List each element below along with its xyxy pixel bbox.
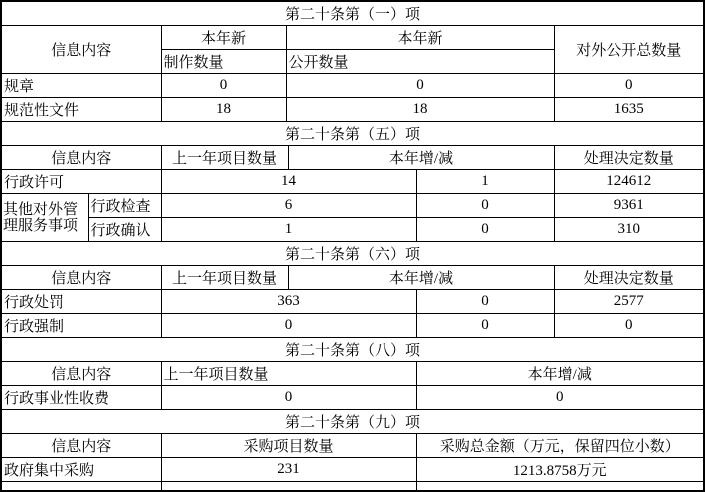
header-info-content: 信息内容 — [1, 362, 161, 386]
header-new-this-year-published: 本年新 — [286, 26, 554, 50]
section-eight-header-row — [1, 362, 704, 386]
section-five-title: 第二十条第（五）项 — [1, 122, 704, 146]
header-public-total: 对外公开总数量 — [554, 26, 704, 74]
table-row — [1, 314, 704, 338]
cell-value: 0 — [161, 74, 286, 98]
section-nine-title-row — [1, 410, 704, 434]
table-row — [1, 170, 704, 194]
header-procurement-amount: 采购总金额（万元，保留四位小数） — [416, 434, 704, 458]
cell-value: 1213.8758万元 — [416, 458, 704, 482]
cell-value: 0 — [161, 386, 416, 410]
cell-value: 231 — [161, 458, 416, 482]
header-published-count: 公开数量 — [286, 50, 554, 74]
table-row — [1, 194, 704, 218]
row-label-admin-fees: 行政事业性收费 — [1, 386, 161, 410]
cell-value: 0 — [416, 218, 554, 242]
cell-value: 1635 — [554, 98, 704, 122]
table-row — [1, 458, 704, 482]
cell-empty — [1, 482, 161, 492]
section-five-header-row — [1, 146, 704, 170]
header-info-content: 信息内容 — [1, 26, 161, 74]
header-yearly-change: 本年增/减 — [288, 146, 554, 170]
cell-value: 0 — [416, 386, 704, 410]
table-row — [1, 74, 704, 98]
section-eight-title-row — [1, 338, 704, 362]
section-one-title-row — [1, 1, 704, 26]
row-label-govt-centralized-procurement: 政府集中采购 — [1, 458, 161, 482]
header-yearly-change: 本年增/减 — [288, 266, 554, 290]
cell-value: 0 — [554, 74, 704, 98]
cell-empty — [416, 482, 704, 492]
header-decisions-count: 处理决定数量 — [554, 266, 704, 290]
cell-value: 18 — [161, 98, 286, 122]
cell-value: 363 — [161, 290, 416, 314]
section-six-title-row — [1, 242, 704, 266]
header-yearly-change: 本年增/减 — [416, 362, 704, 386]
cell-empty — [161, 482, 416, 492]
cell-value: 0 — [416, 194, 554, 218]
header-info-content: 信息内容 — [1, 146, 161, 170]
row-label-admin-license: 行政许可 — [1, 170, 161, 194]
row-label-admin-confirmation: 行政确认 — [88, 218, 161, 242]
section-eight-title: 第二十条第（八）项 — [1, 338, 704, 362]
table-row — [1, 218, 704, 242]
table-row — [1, 290, 704, 314]
section-nine-title: 第二十条第（九）项 — [1, 410, 704, 434]
header-prev-year-count: 上一年项目数量 — [161, 146, 288, 170]
cell-value: 2577 — [554, 290, 704, 314]
cell-value: 0 — [286, 74, 554, 98]
header-made-count: 制作数量 — [161, 50, 286, 74]
cell-value: 124612 — [554, 170, 704, 194]
row-label-admin-coercion: 行政强制 — [1, 314, 161, 338]
header-decisions-count: 处理决定数量 — [554, 146, 704, 170]
section-one-title: 第二十条第（一）项 — [1, 1, 704, 26]
row-label-normative-documents: 规范性文件 — [1, 98, 161, 122]
header-new-this-year-made: 本年新 — [161, 26, 286, 50]
row-label-admin-penalty: 行政处罚 — [1, 290, 161, 314]
section-one-header-row-top — [1, 26, 704, 50]
cell-value: 310 — [554, 218, 704, 242]
section-nine-header-row — [1, 434, 704, 458]
header-info-content: 信息内容 — [1, 266, 161, 290]
row-label-admin-inspection: 行政检查 — [88, 194, 161, 218]
table-row — [1, 98, 704, 122]
cell-value: 0 — [161, 314, 416, 338]
section-five-title-row — [1, 122, 704, 146]
cell-value: 0 — [554, 314, 704, 338]
cutoff-row — [1, 482, 704, 492]
header-prev-year-count: 上一年项目数量 — [161, 266, 288, 290]
row-group-label-other-services: 其他对外管理服务事项 — [1, 194, 88, 242]
cell-value: 9361 — [554, 194, 704, 218]
cell-value: 0 — [416, 314, 554, 338]
header-procurement-count: 采购项目数量 — [161, 434, 416, 458]
section-six-title: 第二十条第（六）项 — [1, 242, 704, 266]
section-six-header-row — [1, 266, 704, 290]
cell-value: 14 — [161, 170, 416, 194]
cell-value: 1 — [161, 218, 416, 242]
row-label-regulations: 规章 — [1, 74, 161, 98]
header-info-content: 信息内容 — [1, 434, 161, 458]
table-row — [1, 386, 704, 410]
cell-value: 1 — [416, 170, 554, 194]
cell-value: 0 — [416, 290, 554, 314]
cell-value: 18 — [286, 98, 554, 122]
header-prev-year-count: 上一年项目数量 — [161, 362, 416, 386]
cell-value: 6 — [161, 194, 416, 218]
